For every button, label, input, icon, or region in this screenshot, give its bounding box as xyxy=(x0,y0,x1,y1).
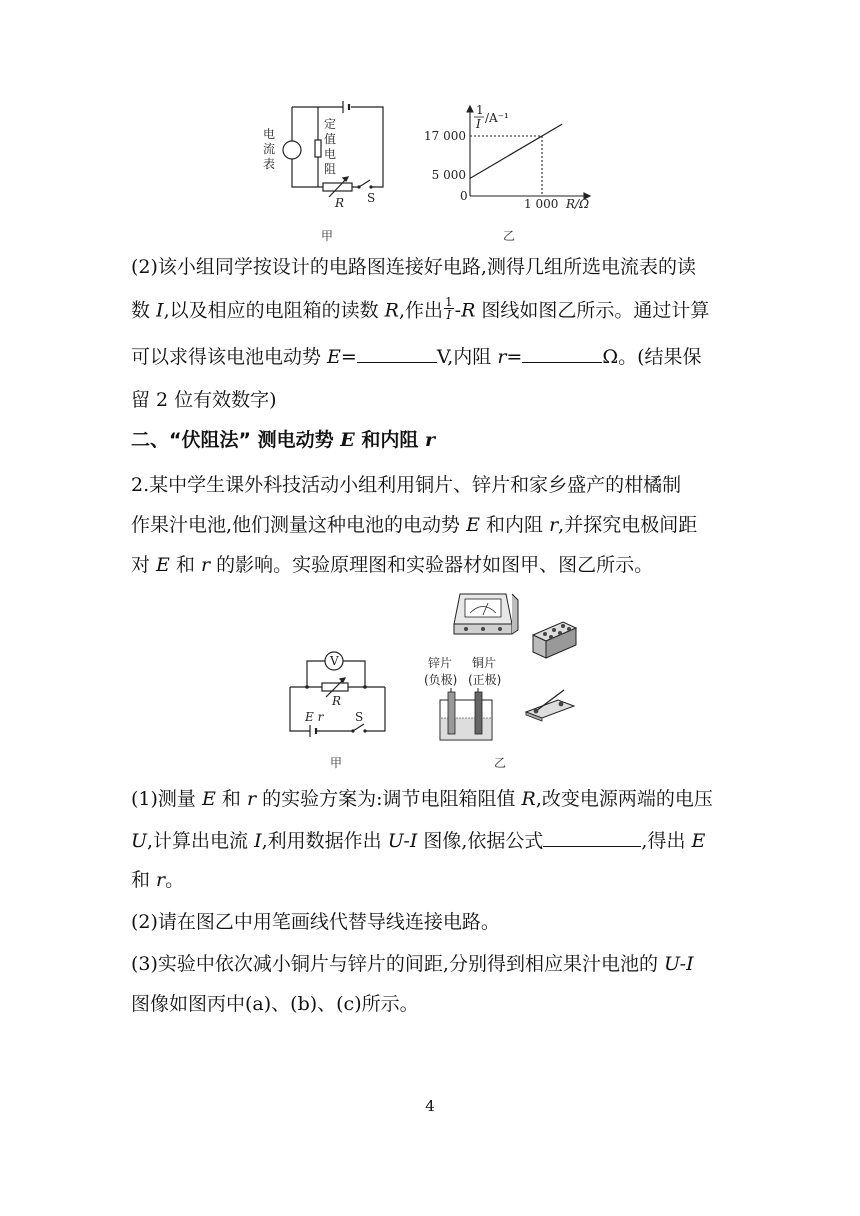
t: ,利用数据作出 xyxy=(261,830,388,852)
t: (1)测量 xyxy=(131,788,202,810)
page-number: 4 xyxy=(425,1097,435,1115)
zinc-label: 锌片 xyxy=(428,656,453,670)
var-R: R xyxy=(521,788,536,810)
t: ,以及相应的电阻箱的读数 xyxy=(163,299,385,322)
t: 数 xyxy=(131,299,157,322)
q2-line1-text: 2.某中学生课外科技活动小组利用铜片、锌片和家乡盛产的柑橘制 xyxy=(131,474,682,496)
equipment-illustration xyxy=(418,590,588,745)
var-UI: U-I xyxy=(387,830,418,852)
var-E: E xyxy=(327,346,341,368)
t: 二、“伏阻法” 测电动势 xyxy=(131,429,341,451)
var-r: r xyxy=(549,514,559,536)
figure2-equipment xyxy=(418,590,588,745)
t: - xyxy=(454,299,462,322)
t: 图线如图乙所示。通过计算 xyxy=(475,299,710,322)
ammeter-label-1: 电 xyxy=(263,127,276,141)
t: 的实验方案为:调节电阻箱阻值 xyxy=(256,788,522,810)
rheostat-label: R xyxy=(335,196,345,210)
voltmeter-device-icon xyxy=(454,594,518,634)
t: ,得出 xyxy=(641,830,692,852)
q1-part2-line3 xyxy=(131,346,731,367)
q2-part1-line1 xyxy=(131,790,731,809)
q1-part2-line2 xyxy=(131,295,731,324)
t: (3)实验中依次减小铜片与锌片的间距,分别得到相应果汁电池的 xyxy=(131,953,664,975)
q2-part3-line2 xyxy=(131,995,731,1014)
t: 对 xyxy=(131,554,157,576)
figure2-equipment-caption: 乙 xyxy=(494,756,507,770)
data-series-line xyxy=(470,124,562,178)
circuit-diagram-2 xyxy=(285,645,400,745)
switch-label: S xyxy=(367,191,376,205)
t: ,计算出电流 xyxy=(147,830,255,852)
var-E: E xyxy=(466,514,480,536)
switch-symbol xyxy=(359,180,370,187)
var-r: r xyxy=(156,869,166,891)
xtick-1000: 1 000 xyxy=(524,197,559,211)
q2-part3-line2-text: 图像如图丙中(a)、(b)、(c)所示。 xyxy=(131,993,419,1015)
t: 和 xyxy=(215,788,247,810)
switch-device-icon xyxy=(526,690,574,721)
t: 和内阻 xyxy=(479,514,550,536)
y-axis-label-den: I xyxy=(476,117,481,131)
t: 和内阻 xyxy=(354,429,425,451)
ammeter-label-2: 流 xyxy=(263,142,276,156)
q2-line1 xyxy=(131,476,731,495)
var-I: I xyxy=(156,299,164,322)
ytick-5000: 5 000 xyxy=(431,168,466,182)
figure1-graph xyxy=(420,98,600,223)
copper-plate xyxy=(475,692,482,734)
ammeter-label-3: 表 xyxy=(263,157,276,171)
t: = xyxy=(506,346,523,368)
q2-part3-line1 xyxy=(131,955,731,974)
resistor-label-4: 阻 xyxy=(324,162,337,176)
resistor-label-2: 值 xyxy=(324,132,337,146)
circuit-diagram-1 xyxy=(255,95,395,220)
q2-line2 xyxy=(131,516,731,535)
frac-num: 1 xyxy=(445,295,453,309)
voltmeter-label: V xyxy=(330,654,339,668)
var-r: r xyxy=(246,788,257,810)
figure2-circuit-caption: 甲 xyxy=(330,756,343,770)
var-R: R xyxy=(461,299,476,322)
rheostat-label-2: R xyxy=(332,694,342,708)
t: 的影响。实验原理图和实验器材如图甲、图乙所示。 xyxy=(210,554,654,576)
var-UI: U-I xyxy=(664,953,694,975)
t: 。 xyxy=(165,869,185,891)
figure1-circuit-caption: 甲 xyxy=(321,229,334,243)
t: 作果汁电池,他们测量这种电池的电动势 xyxy=(131,514,467,536)
x-axis-label: R/Ω xyxy=(566,197,590,211)
ytick-17000: 17 000 xyxy=(424,129,466,143)
t: 和 xyxy=(131,869,157,891)
beaker-electrodes-icon xyxy=(440,688,492,740)
q1-part2-line4-text: 留 2 位有效数字) xyxy=(131,389,277,411)
emf-label: E r xyxy=(305,710,324,724)
var-I: I xyxy=(254,830,262,852)
q2-part2-text: (2)请在图乙中用笔画线代替导线连接电路。 xyxy=(131,911,500,933)
copper-sub-label: (正极) xyxy=(468,673,502,687)
q2-part1-line3 xyxy=(131,871,731,890)
section2-heading xyxy=(131,431,731,450)
answer-blank-r[interactable] xyxy=(522,346,602,363)
t: 可以求得该电池电动势 xyxy=(131,346,328,368)
q2-line3 xyxy=(131,556,731,575)
answer-blank-E[interactable] xyxy=(357,346,437,363)
q2-part2 xyxy=(131,913,731,932)
var-U: U xyxy=(131,830,148,852)
rheostat-symbol-2 xyxy=(322,683,348,691)
var-E: E xyxy=(156,554,170,576)
origin-label: 0 xyxy=(460,189,468,203)
q1-part2-line1 xyxy=(131,258,731,277)
var-R: R xyxy=(384,299,399,322)
resistor-label-3: 电 xyxy=(324,147,337,161)
resistance-box-icon xyxy=(533,622,576,658)
figure2-circuit xyxy=(285,645,400,745)
var-E: E xyxy=(691,830,706,852)
t: ,作出 xyxy=(398,299,444,322)
copper-label: 铜片 xyxy=(472,656,497,670)
q1-part2-line1-text: (2)该小组同学按设计的电路图连接好电路,测得几组所选电流表的读 xyxy=(131,256,696,278)
frac-den: I xyxy=(446,308,452,322)
var-r: r xyxy=(424,429,435,451)
var-E: E xyxy=(201,788,216,810)
zinc-sub-label: (负极) xyxy=(424,673,458,687)
figure1-graph-caption: 乙 xyxy=(503,229,516,243)
fraction-1-over-I xyxy=(444,296,454,321)
rheostat-symbol xyxy=(323,183,352,191)
figure1-circuit xyxy=(255,95,395,220)
resistor-label-1: 定 xyxy=(324,117,337,131)
t: = xyxy=(340,346,357,368)
var-r: r xyxy=(201,554,211,576)
t: Ω。(结果保 xyxy=(602,346,702,368)
var-E: E xyxy=(340,429,355,451)
t: 图像,依据公式 xyxy=(417,830,544,852)
q1-part2-line4 xyxy=(131,391,731,410)
fixed-resistor-symbol xyxy=(315,140,321,157)
graph-svg xyxy=(420,98,600,223)
switch-symbol-2 xyxy=(353,724,364,731)
q2-part1-line2 xyxy=(131,830,731,851)
t: 和 xyxy=(169,554,202,576)
switch-label-2: S xyxy=(355,710,364,724)
t: ,改变电源两端的电压 xyxy=(535,788,713,810)
y-axis-label-num: 1 xyxy=(476,103,484,117)
t: ,并探究电极间距 xyxy=(558,514,698,536)
answer-blank-formula[interactable] xyxy=(543,830,641,847)
t: V,内阻 xyxy=(436,346,498,368)
zinc-plate xyxy=(448,692,455,734)
var-r: r xyxy=(497,346,507,368)
ammeter-symbol xyxy=(283,141,301,159)
y-axis-unit: /A⁻¹ xyxy=(485,111,509,125)
